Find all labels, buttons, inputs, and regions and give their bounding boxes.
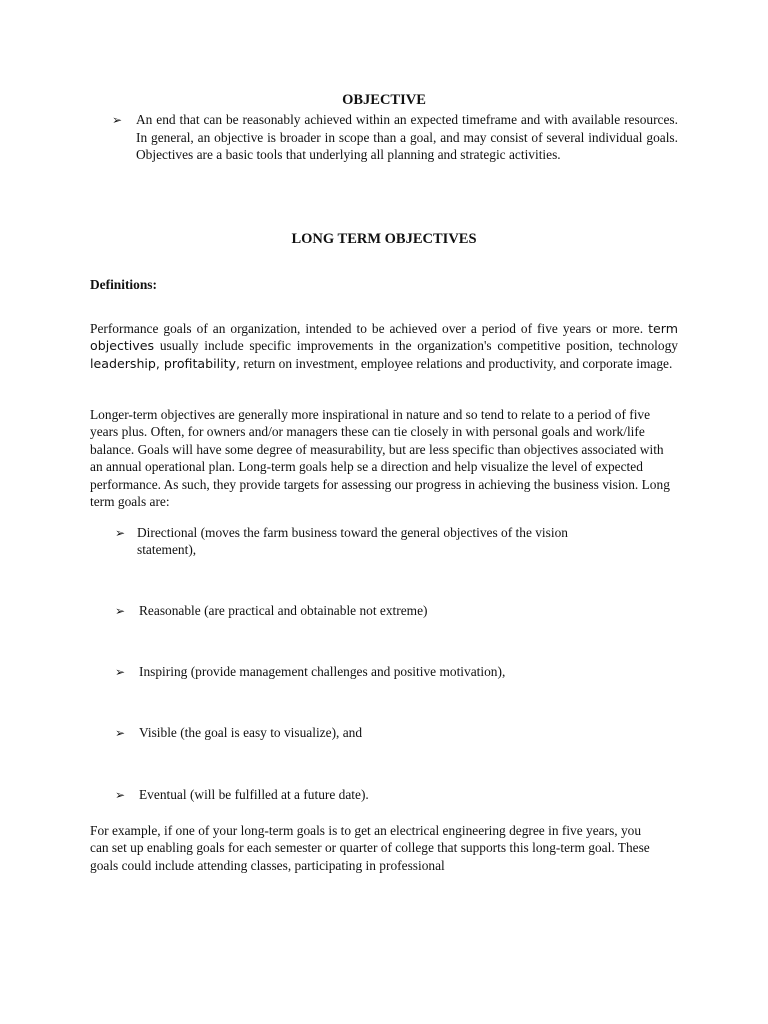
objective-definition: An end that can be reasonably achieved within an expected timeframe and with available resources. In general, an objective is broader in scope than a goal, and may consist of several individual goals. Objectives are a basic tools that underlying all planning and strategic activities.	[136, 112, 678, 163]
goal-text: Eventual (will be fulfilled at a future date).	[139, 787, 369, 802]
arrow-bullet-icon: ➢	[115, 604, 126, 618]
example-paragraph: For example, if one of your long-term goals is to get an electrical engineering degree in five years, you can set up enabling goals for each semester or quarter of college that supports this long-term goal. These goals could include attending classes, participating in professional	[90, 823, 650, 873]
long-term-heading: LONG TERM OBJECTIVES	[291, 231, 477, 247]
goal-text: Visible (the goal is easy to visualize), and	[139, 725, 363, 740]
goal-item	[115, 786, 635, 804]
arrow-bullet-icon: ➢	[115, 726, 126, 740]
definition-part-b: term objectives	[90, 321, 678, 354]
arrow-bullet-icon: ➢	[115, 665, 126, 679]
longer-term-paragraph: Longer-term objectives are generally more inspirational in nature and so tend to relate to a period of five years plus. Often, for owners and/or managers these can tie closely in with personal goals and work/life balance. Goals will have some degree of measurability, but are less specific than objectives associated with an annual operational plan. Long-term goals help se a direction and help visualize the level of expected performance. As such, they provide targets for assessing our progress in achieving the business vision. Long term goals are:	[90, 407, 670, 510]
objective-bullet	[112, 111, 678, 164]
goal-text: Reasonable (are practical and obtainable not extreme)	[139, 603, 428, 618]
arrow-bullet-icon: ➢	[112, 113, 123, 127]
goal-item	[115, 724, 635, 742]
definition-part-c: usually include specific improvements in the organization's competitive position, technology	[159, 338, 678, 354]
goal-item	[115, 524, 635, 559]
definition-paragraph	[90, 320, 678, 372]
goal-text: Directional (moves the farm business toward the general objectives of the vision statement),	[137, 525, 568, 558]
arrow-bullet-icon: ➢	[115, 526, 126, 540]
arrow-bullet-icon: ➢	[115, 788, 126, 802]
goal-item	[115, 663, 635, 681]
goal-item	[115, 602, 635, 620]
objective-heading: OBJECTIVE	[342, 92, 426, 108]
definitions-label: Definitions:	[90, 277, 157, 292]
definition-part-a: Performance goals of an organization, intended to be achieved over a period of five years or more.	[90, 321, 644, 336]
definition-part-e: return on investment, employee relations and productivity, and corporate image.	[243, 355, 673, 371]
goal-text: Inspiring (provide management challenges and positive motivation),	[139, 664, 506, 679]
definition-part-d: leadership, profitability,	[90, 355, 240, 371]
